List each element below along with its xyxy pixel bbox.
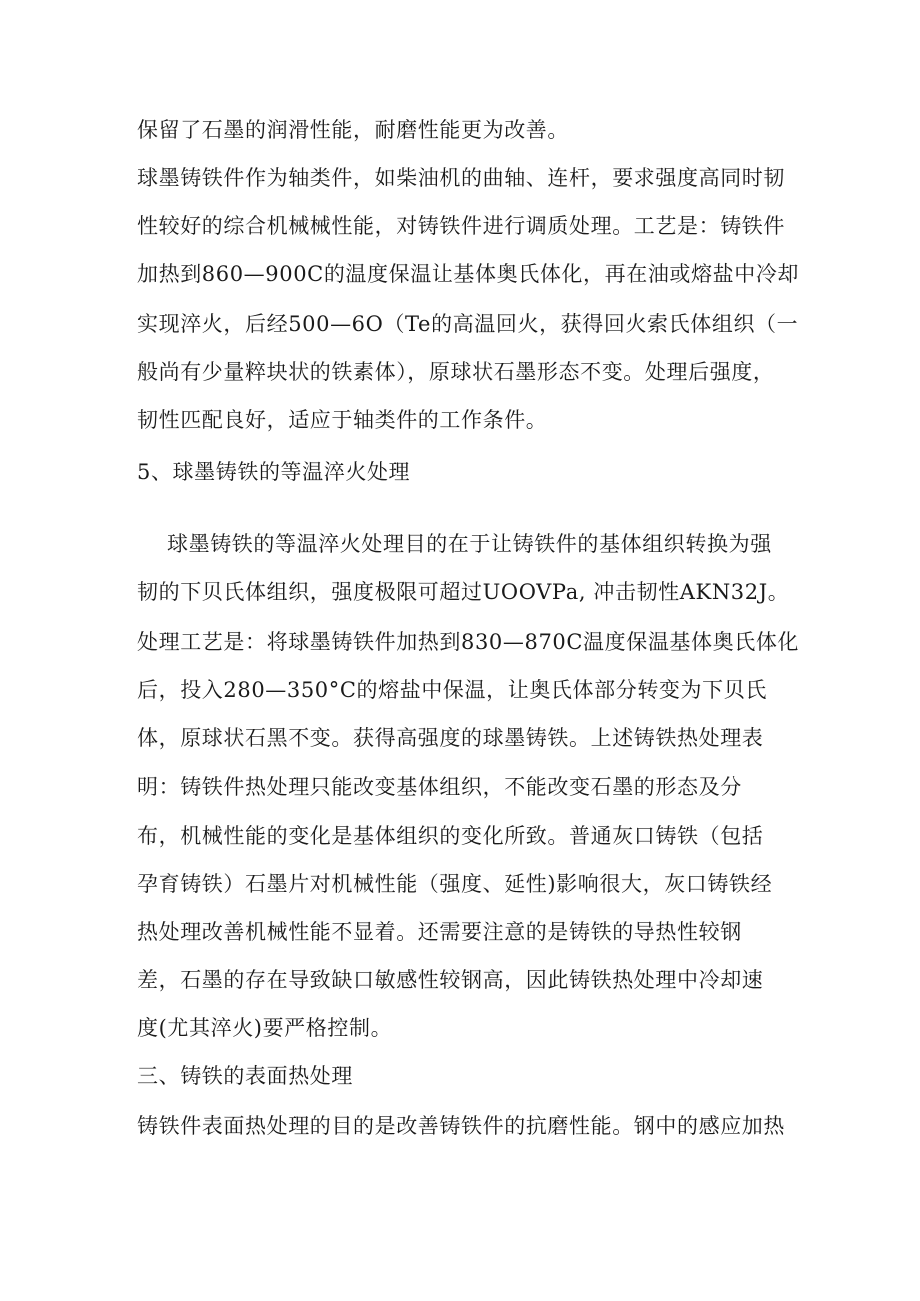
text-line: 布，机械性能的变化是基体组织的变化所致。普通灰口铸铁（包括 (137, 824, 764, 848)
text-line: 差，石墨的存在导致缺口敏感性较钢高，因此铸铁热处理中冷却速 (137, 968, 764, 992)
section-heading: 5、球墨铸铁的等温淬火处理 (137, 460, 411, 484)
text-line: 加热到860—900C的温度保温让基体奥氏体化，再在油或熔盐中冷却 (137, 262, 800, 286)
text-line: 孕育铸铁）石墨片对机械性能（强度、延性)影响很大，灰口铸铁经 (137, 872, 773, 896)
text-line: 铸铁件表面热处理的目的是改善铸铁件的抗磨性能。钢中的感应加热 (137, 1114, 785, 1138)
section-heading: 三、铸铁的表面热处理 (137, 1064, 353, 1088)
text-line: 球墨铸铁件作为轴类件，如柴油机的曲轴、连杆，要求强度高同时韧 (137, 166, 785, 190)
text-line: 热处理改善机械性能不显着。还需要注意的是铸铁的导热性较钢 (137, 920, 742, 944)
text-line: 性较好的综合机械械性能，对铸铁件进行调质处理。工艺是：铸铁件 (137, 214, 785, 238)
text-line: 实现淬火，后经500—6O（Te的高温回火，获得回火索氏体组织（一 (137, 312, 799, 336)
paragraph-first-line: 球墨铸铁的等温淬火处理目的在于让铸铁件的基体组织转换为强 (167, 532, 772, 556)
text-line: 般尚有少量粹块状的铁素体），原球状石墨形态不变。处理后强度， (137, 360, 775, 384)
text-line: 后，投入280—350°C的熔盐中保温，让奥氏体部分转变为下贝氏 (137, 678, 767, 702)
text-line: 保留了石墨的润滑性能，耐磨性能更为改善。 (137, 118, 569, 142)
text-line: 韧的下贝氏体组织，强度极限可超过UOOVPa, 冲击韧性AKN32J。 (137, 580, 790, 604)
text-line: 度(尤其淬火)要严格控制。 (137, 1016, 393, 1040)
text-line: 体，原球状石黑不变。获得高强度的球墨铸铁。上述铸铁热处理表 (137, 726, 764, 750)
text-line: 处理工艺是：将球墨铸铁件加热到830—870C温度保温基体奥氏体化 (137, 630, 800, 654)
text-line: 明：铸铁件热处理只能改变基体组织，不能改变石墨的形态及分 (137, 775, 742, 799)
text-line: 韧性匹配良好，适应于轴类件的工作条件。 (137, 408, 548, 432)
